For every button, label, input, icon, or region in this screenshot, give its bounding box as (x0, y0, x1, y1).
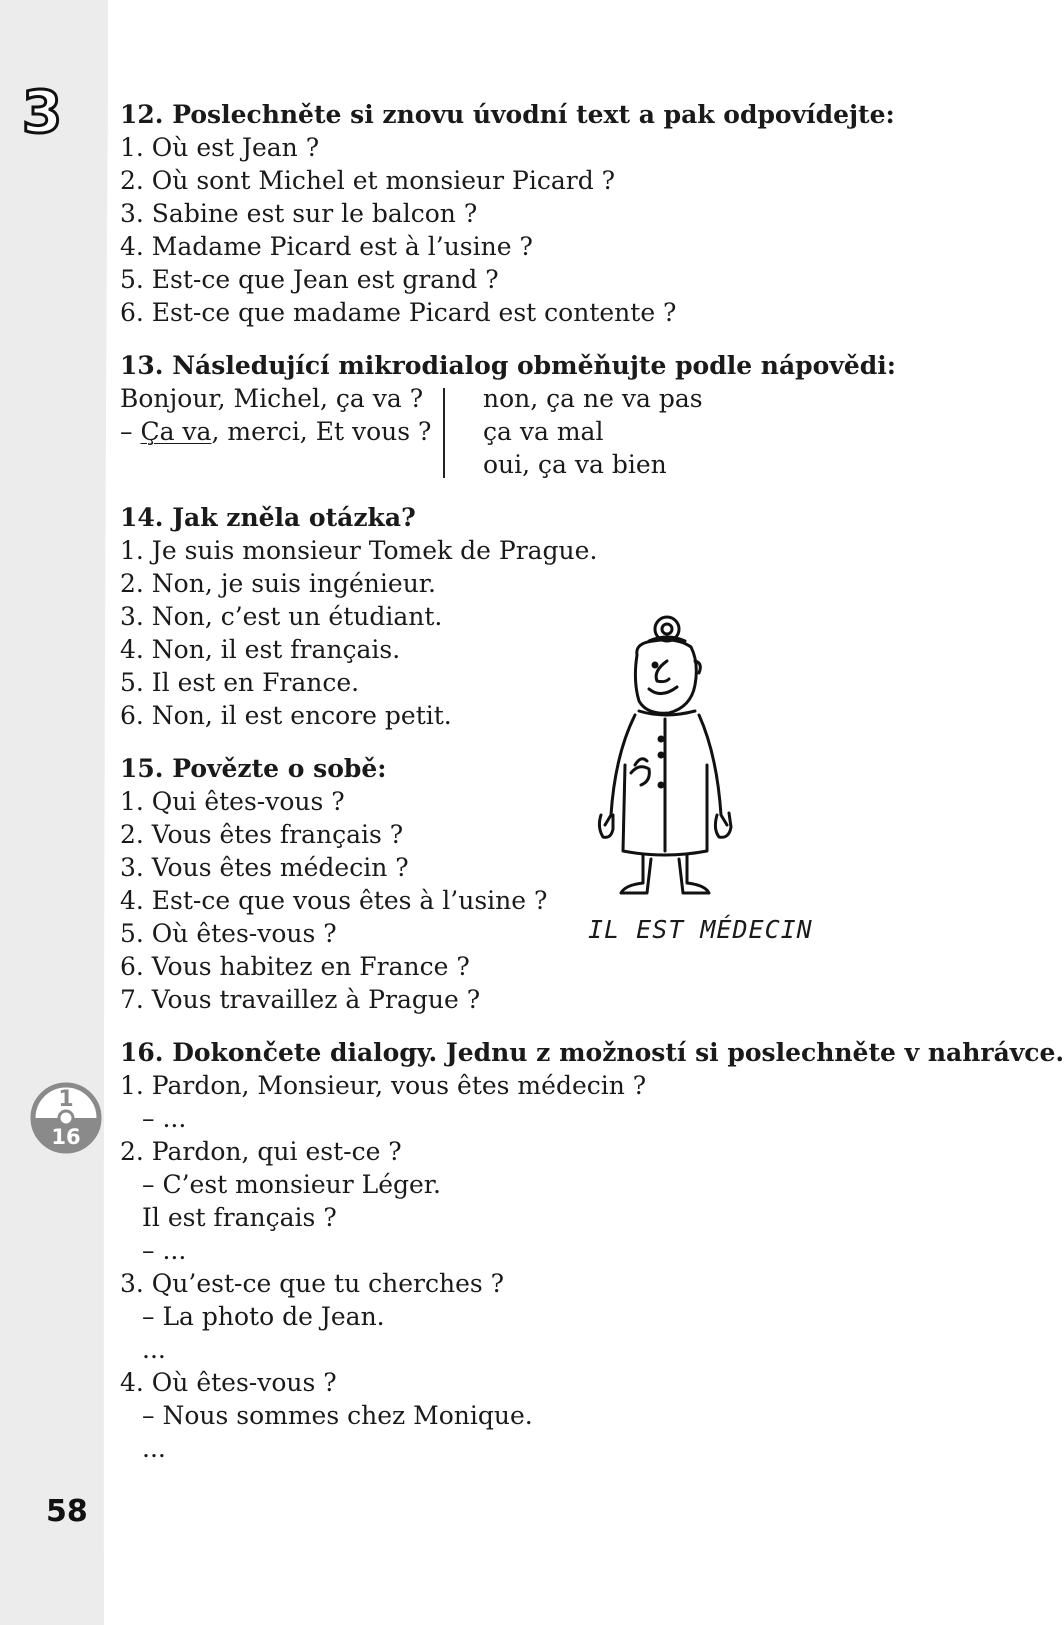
dialog-answer-blank: ... (142, 1434, 166, 1463)
dialog-divider (443, 388, 445, 478)
dialog-question: 1. Pardon, Monsieur, vous êtes médecin ? (120, 1071, 647, 1100)
exercise-12-item: 5. Est-ce que Jean est grand ? (120, 265, 499, 294)
dialog-question: 2. Pardon, qui est-ce ? (120, 1137, 402, 1166)
dialog-option: ça va mal (483, 417, 604, 446)
exercise-15-heading: 15. Povězte o sobě: (120, 754, 387, 783)
exercise-15-item: 6. Vous habitez en France ? (120, 952, 470, 981)
exercise-12-item: 2. Où sont Michel et monsieur Picard ? (120, 166, 616, 195)
dialog-answer-blank: – ... (142, 1104, 187, 1133)
dialog-greeting: Bonjour, Michel, ça va ? (120, 384, 424, 413)
exercise-14-item: 4. Non, il est français. (120, 635, 401, 664)
exercise-12-item: 3. Sabine est sur le balcon ? (120, 199, 478, 228)
svg-text:16: 16 (51, 1125, 81, 1149)
exercise-14-item: 2. Non, je suis ingénieur. (120, 569, 436, 598)
exercise-12-item: 6. Est-ce que madame Picard est contente ? (120, 298, 677, 327)
dialog-option: oui, ça va bien (483, 450, 667, 479)
exercise-15-item: 2. Vous êtes français ? (120, 820, 404, 849)
exercise-14-item: 6. Non, il est encore petit. (120, 701, 452, 730)
page-margin-strip (0, 0, 108, 1625)
svg-text:1: 1 (58, 1087, 74, 1112)
mini-dialog (120, 382, 940, 481)
exercise-15-item: 4. Est-ce que vous êtes à l’usine ? (120, 886, 548, 915)
dialog-response: – C’est monsieur Léger. (142, 1170, 441, 1199)
doctor-illustration (595, 615, 765, 905)
exercise-14-item: 5. Il est en France. (120, 668, 360, 697)
exercise-14-item: 1. Je suis monsieur Tomek de Prague. (120, 536, 598, 565)
dialog-response: – La photo de Jean. (142, 1302, 385, 1331)
page-number: 58 (46, 1494, 88, 1529)
dialog-reply: – Ça va, merci, Et vous ? (120, 417, 432, 446)
illustration-caption: IL EST MÉDECIN (588, 915, 813, 944)
dialog-variable-phrase: Ça va (140, 417, 212, 446)
exercise-14-heading: 14. Jak zněla otázka? (120, 503, 416, 532)
dialog-response: – Nous sommes chez Monique. (142, 1401, 533, 1430)
exercise-15-item: 7. Vous travaillez à Prague ? (120, 985, 481, 1014)
exercise-12-item: 1. Où est Jean ? (120, 133, 320, 162)
unit-number-badge (12, 80, 92, 154)
exercise-14-item: 3. Non, c’est un étudiant. (120, 602, 443, 631)
exercise-15-item: 5. Où êtes-vous ? (120, 919, 337, 948)
svg-text:3: 3 (21, 78, 63, 146)
cd-track-icon (30, 1082, 102, 1158)
dialog-question: 4. Où êtes-vous ? (120, 1368, 337, 1397)
exercise-12-item: 4. Madame Picard est à l’usine ? (120, 232, 533, 261)
exercise-15-item: 3. Vous êtes médecin ? (120, 853, 409, 882)
dialog-question: 3. Qu’est-ce que tu cherches ? (120, 1269, 505, 1298)
dialog-response: Il est français ? (142, 1203, 337, 1232)
exercise-16-heading: 16. Dokončete dialogy. Jednu z možností si poslechněte v nahrávce. (120, 1038, 1064, 1067)
dialog-answer-blank: ... (142, 1335, 166, 1364)
exercise-15-item: 1. Qui êtes-vous ? (120, 787, 345, 816)
exercise-12-heading: 12. Poslechněte si znovu úvodní text a pak odpovídejte: (120, 100, 895, 129)
dialog-option: non, ça ne va pas (483, 384, 703, 413)
exercise-content (120, 98, 1064, 1465)
exercise-13-heading: 13. Následující mikrodialog obměňujte podle nápovědi: (120, 351, 896, 380)
dialog-answer-blank: – ... (142, 1236, 187, 1265)
